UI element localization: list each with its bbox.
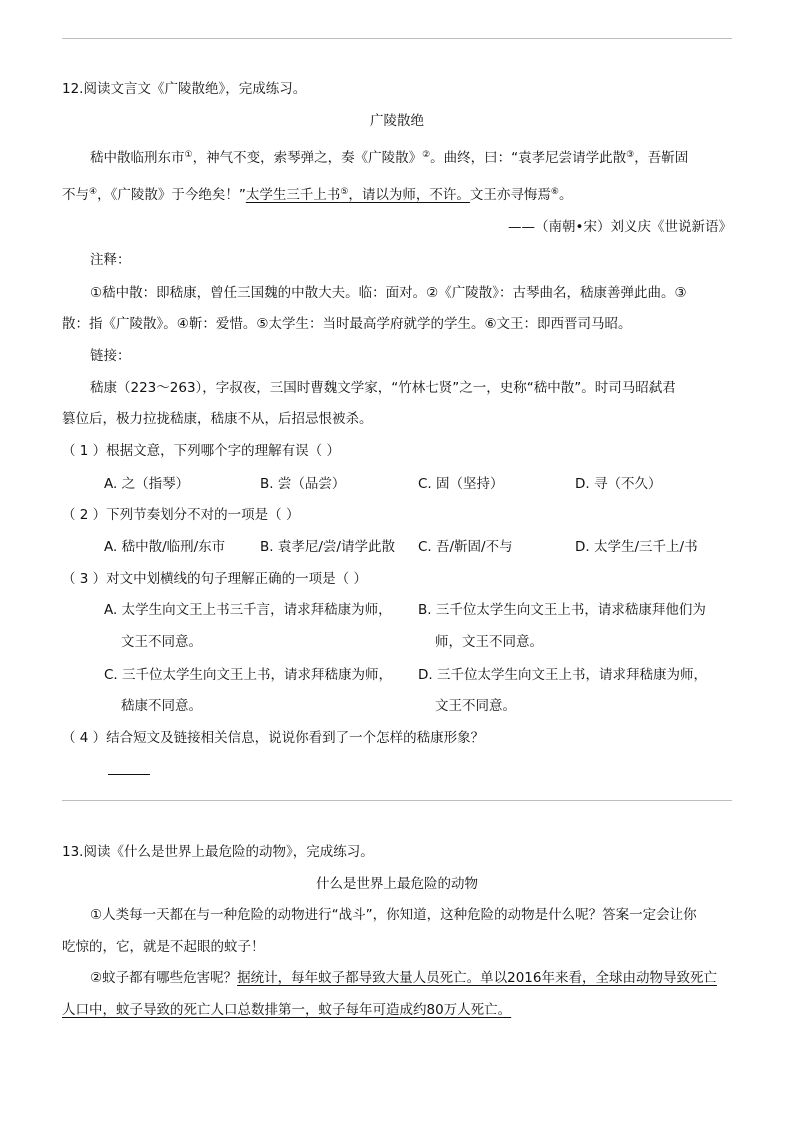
- q12-sub3-option-a[interactable]: A. 太学生向文王上书三千言，请求拜嵇康为师，: [104, 602, 392, 618]
- q12-passage-line-1: 嵇中散临刑东市①，神气不变，索琴弹之，奏《广陵散》②。曲终，曰：“袁孝尼尝请学此散③，吾靳固: [90, 150, 689, 166]
- q12-sub3-option-d-cont: 文王不同意。: [435, 698, 516, 714]
- q12-sub3-option-a-cont: 文王不同意。: [121, 634, 202, 650]
- q13-para-2-line-2: 人口中，蚊子导致的死亡人口总数排第一，蚊子每年可造成约80万人死亡。: [62, 1002, 512, 1018]
- q13-para-2-line-1: ②蚊子都有哪些危害呢？据统计，每年蚊子都导致大量人员死亡。单以2016年来看，全球由动物导致死亡: [90, 970, 717, 986]
- q13-underlined-text: 据统计，每年蚊子都导致大量人员死亡。单以2016年来看，全球由动物导致死亡: [237, 970, 717, 986]
- q12-sub1-option-a[interactable]: A. 之（指琴）: [104, 476, 190, 492]
- q12-sub1-option-b[interactable]: B. 尝（品尝）: [260, 476, 346, 492]
- q12-sub3-option-b-cont: 师，文王不同意。: [435, 634, 543, 650]
- section-divider: [62, 800, 732, 801]
- q12-sub2-option-b[interactable]: B. 袁孝尼/尝/请学此散: [260, 539, 395, 555]
- underlined-sentence: 太学生三千上书⑤，请以为师，不许。: [245, 187, 470, 203]
- q12-sub3-stem: （ 3 ）对文中划横线的句子理解正确的一项是（ ）: [62, 571, 367, 587]
- q12-sub1-stem: （ 1 ）根据文意，下列哪个字的理解有误（ ）: [62, 443, 340, 459]
- top-divider: [62, 38, 732, 39]
- q12-source: ——（南朝•宋）刘义庆《世说新语》: [508, 219, 732, 235]
- q12-link-line-1: 嵇康（223～263），字叔夜，三国时曹魏文学家，“竹林七贤”之一，史称“嵇中散”。时司马昭弑君: [90, 380, 676, 396]
- q12-heading: 12.阅读文言文《广陵散绝》，完成练习。: [62, 81, 307, 97]
- q13-para-1-line-1: ①人类每一天都在与一种危险的动物进行“战斗”，你知道，这种危险的动物是什么呢？答案一定会让你: [90, 907, 697, 923]
- q12-sub1-option-d[interactable]: D. 寻（不久）: [575, 476, 662, 492]
- q12-sub3-option-c[interactable]: C. 三千位太学生向文王上书，请求拜嵇康为师，: [104, 667, 393, 683]
- q12-sub3-option-b[interactable]: B. 三千位太学生向文王上书，请求嵇康拜他们为: [418, 602, 706, 618]
- q12-sub1-option-c[interactable]: C. 固（坚持）: [418, 476, 504, 492]
- q12-sub4-stem: （ 4 ）结合短文及链接相关信息，说说你看到了一个怎样的嵇康形象？: [62, 730, 485, 746]
- q12-sub2-option-c[interactable]: C. 吾/靳固/不与: [418, 539, 513, 555]
- q12-title: 广陵散绝: [370, 113, 424, 129]
- q12-link-line-2: 篡位后，极力拉拢嵇康，嵇康不从，后招忌恨被杀。: [62, 411, 373, 427]
- q13-heading: 13.阅读《什么是世界上最危险的动物》，完成练习。: [62, 844, 374, 860]
- q13-title: 什么是世界上最危险的动物: [316, 876, 478, 892]
- q12-notes-line-2: 散：指《广陵散》。④靳：爱惜。⑤太学生：当时最高学府就学的学生。⑥文王：即西晋司马昭。: [62, 316, 632, 332]
- answer-blank[interactable]: [108, 774, 150, 775]
- q12-sub2-stem: （ 2 ）下列节奏划分不对的一项是（ ）: [62, 507, 300, 523]
- q13-para-1-line-2: 吃惊的，它，就是不起眼的蚊子！: [62, 939, 265, 955]
- q12-link-label: 链接：: [90, 348, 131, 364]
- q12-sub3-option-d[interactable]: D. 三千位太学生向文王上书，请求拜嵇康为师，: [418, 667, 707, 683]
- q12-notes-label: 注释：: [90, 252, 131, 268]
- q12-sub3-option-c-cont: 嵇康不同意。: [121, 698, 202, 714]
- q12-sub2-option-a[interactable]: A. 嵇中散/临刑/东市: [104, 539, 226, 555]
- q12-notes-line-1: ①嵇中散：即嵇康，曾任三国魏的中散大夫。临：面对。②《广陵散》：古琴曲名，嵇康善弹此曲。③: [90, 285, 687, 301]
- q12-passage-line-2: 不与④，《广陵散》于今绝矣！”太学生三千上书⑤，请以为师，不许。文王亦寻悔焉⑥。: [62, 187, 573, 203]
- q12-sub2-option-d[interactable]: D. 太学生/三千上/书: [575, 539, 698, 555]
